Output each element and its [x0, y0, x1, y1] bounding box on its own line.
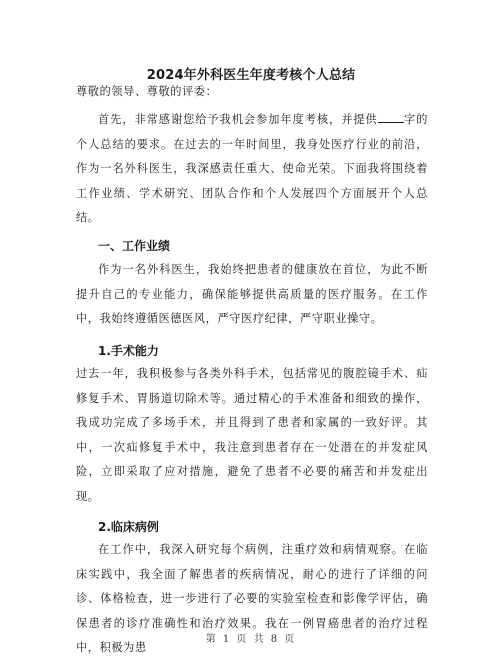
section-heading-work-performance: 一、工作业绩 — [98, 239, 171, 253]
clinical-cases-paragraph: 在工作中，我深入研究每个病例，注重疗效和病情观察。在临床实践中，我全面了解患者的疾病情况，耐心的进行了详细的问诊、体格检查，进一步进行了必要的实验室检查和影像学评估，确保患者的诊疗准确性和治疗效果。我在一例胃癌患者的治疗过程中，积极为患 — [76, 543, 428, 654]
subheading-surgical-ability: 1.手术能力 — [98, 344, 159, 358]
surgical-ability-paragraph: 过去一年，我积极参与各类外科手术，包括常见的腹腔镜手术、疝修复手术、胃肠道切除术等。通过精心的手术准备和细致的操作，我成功完成了多场手术，并且得到了患者和家属的一致好评。其中，一次疝修复手术中，我注意到患者存在一处潜在的并发症风险，立即采取了应对措施，避免了患者不必要的痛苦和并发症出现。 — [76, 367, 428, 503]
fill-in-blank — [378, 112, 404, 123]
intro-text-after-blank: 字的个人总结的要求。在过去的一年时间里，我身处医疗行业的前沿，作为一名外科医生，我深感责任重大、使命光荣。下面我将围绕着工作业绩、学术研究、团队合作和个人发展四个方面展开个人总结。 — [76, 113, 428, 224]
intro-paragraph — [76, 108, 428, 231]
document-title: 2024年外科医生年度考核个人总结 — [146, 68, 356, 83]
subheading-clinical-cases: 2.临床病例 — [98, 520, 159, 534]
intro-text-before-blank: 首先，非常感谢您给予我机会参加年度考核，并提供 — [98, 113, 378, 126]
work-performance-paragraph: 作为一名外科医生，我始终把患者的健康放在首位，为此不断提升自己的专业能力，确保能够提供高质量的医疗服务。在工作中，我始终遵循医德医风，严守医疗纪律，严守职业操守。 — [76, 263, 428, 325]
page-footer: 第 1 页 共 8 页 — [205, 634, 297, 645]
greeting-line: 尊敬的领导、尊敬的评委： — [76, 85, 218, 98]
